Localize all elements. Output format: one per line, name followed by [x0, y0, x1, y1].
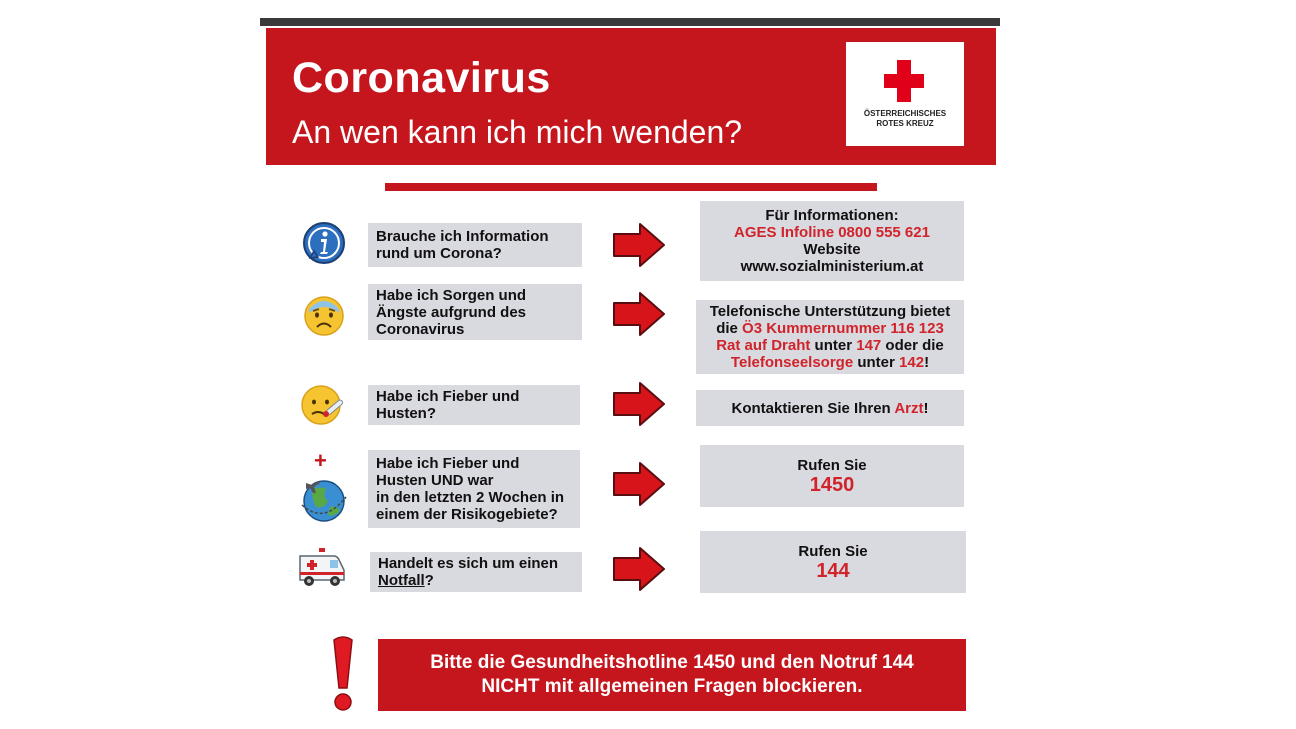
answer-box-1 [700, 201, 964, 281]
answer-2-text: oder die [881, 337, 944, 354]
arrow-right-icon [612, 291, 666, 337]
question-5-mark: ? [424, 572, 434, 589]
footer-line-2: NICHT mit allgemeinen Fragen blockieren. [481, 676, 863, 697]
answer-1-line-3: Website [803, 241, 861, 258]
top-bar [260, 18, 1000, 26]
answer-box-3 [696, 390, 964, 426]
logo-line-1: ÖSTERREICHISCHES [863, 109, 947, 118]
exclamation-icon [330, 636, 356, 714]
header-banner [266, 28, 996, 165]
answer-2-text: die [716, 320, 743, 337]
divider [385, 183, 877, 191]
red-cross-icon-bar [884, 74, 924, 88]
arrow-right-icon [612, 222, 666, 268]
question-2-line-1: Habe ich Sorgen und [376, 286, 527, 304]
question-4-line-3: in den letzten 2 Wochen in [376, 489, 565, 506]
question-3-line-1: Habe ich Fieber und [376, 388, 520, 405]
info-icon [302, 221, 346, 265]
question-box-2 [368, 284, 582, 340]
notfall-text: Notfall [378, 572, 425, 589]
answer-3-text: ! [923, 399, 929, 417]
question-2-line-2: Ängste aufgrund des [376, 303, 527, 321]
answer-2-text: unter [810, 337, 857, 354]
kummernummer: Ö3 Kummernummer 116 123 [742, 320, 944, 337]
answer-4-line-1: Rufen Sie [797, 456, 867, 474]
rat-auf-draht: Rat auf Draht [716, 337, 811, 354]
plus-icon: + [314, 448, 327, 473]
ages-infoline-number: AGES Infoline 0800 555 621 [734, 224, 930, 241]
question-box-4 [368, 450, 580, 528]
question-box-1 [368, 223, 582, 267]
answer-3-line [732, 400, 929, 417]
answer-1-line-1: Für Informationen: [765, 207, 899, 224]
question-4-line-1: Habe ich Fieber und [376, 455, 520, 472]
arzt-text: Arzt [894, 399, 924, 417]
answer-2-text: ! [924, 354, 930, 371]
sick-face-thermometer-icon [300, 383, 346, 427]
page-subtitle: An wen kann ich mich wenden? [292, 114, 743, 150]
answer-2-line-2 [716, 320, 944, 337]
arrow-right-icon [612, 546, 666, 592]
answer-2-text: unter [853, 354, 900, 371]
question-2-line-3: Coronavirus [376, 320, 465, 338]
question-5-line-1: Handelt es sich um einen [378, 555, 559, 572]
answer-3-text: Kontaktieren Sie Ihren [731, 399, 895, 417]
question-3-line-2: Husten? [376, 405, 436, 422]
answer-2-line-3 [716, 337, 944, 354]
arrow-right-icon [612, 461, 666, 507]
globe-plane-icon [298, 475, 350, 525]
answer-5-line-1: Rufen Sie [798, 542, 868, 560]
logo-line-2: ROTES KREUZ [876, 119, 934, 128]
answer-box-4 [700, 445, 964, 507]
question-box-5 [370, 552, 582, 592]
question-4-line-4: einem der Risikogebiete? [376, 506, 558, 523]
emergency-144: 144 [816, 559, 850, 582]
poster [260, 18, 1000, 718]
website-url: www.sozialministerium.at [740, 258, 924, 275]
question-1-line-1: Brauche ich Information [376, 228, 549, 245]
answer-box-5 [700, 531, 966, 593]
ambulance-icon [296, 546, 348, 590]
question-4-line-2: Husten UND war [376, 472, 494, 489]
worried-face-icon [303, 295, 345, 337]
question-box-3 [368, 385, 580, 425]
hotline-1450: 1450 [809, 473, 855, 496]
telefonseelsorge: Telefonseelsorge [730, 354, 854, 371]
answer-2-line-1: Telefonische Unterstützung bietet [709, 303, 951, 320]
page-title: Coronavirus [292, 54, 551, 102]
question-5-line-2 [378, 572, 558, 589]
red-cross-logo [846, 42, 964, 146]
answer-2-line-4 [731, 354, 929, 371]
number-142: 142 [899, 354, 925, 371]
question-1-line-2: rund um Corona? [376, 245, 502, 262]
footer-line-1: Bitte die Gesundheitshotline 1450 und den Notruf 144 [430, 652, 914, 673]
logo-text [846, 109, 964, 129]
answer-box-2 [696, 300, 964, 374]
number-147: 147 [856, 337, 882, 354]
arrow-right-icon [612, 381, 666, 427]
footer-banner [378, 639, 966, 711]
